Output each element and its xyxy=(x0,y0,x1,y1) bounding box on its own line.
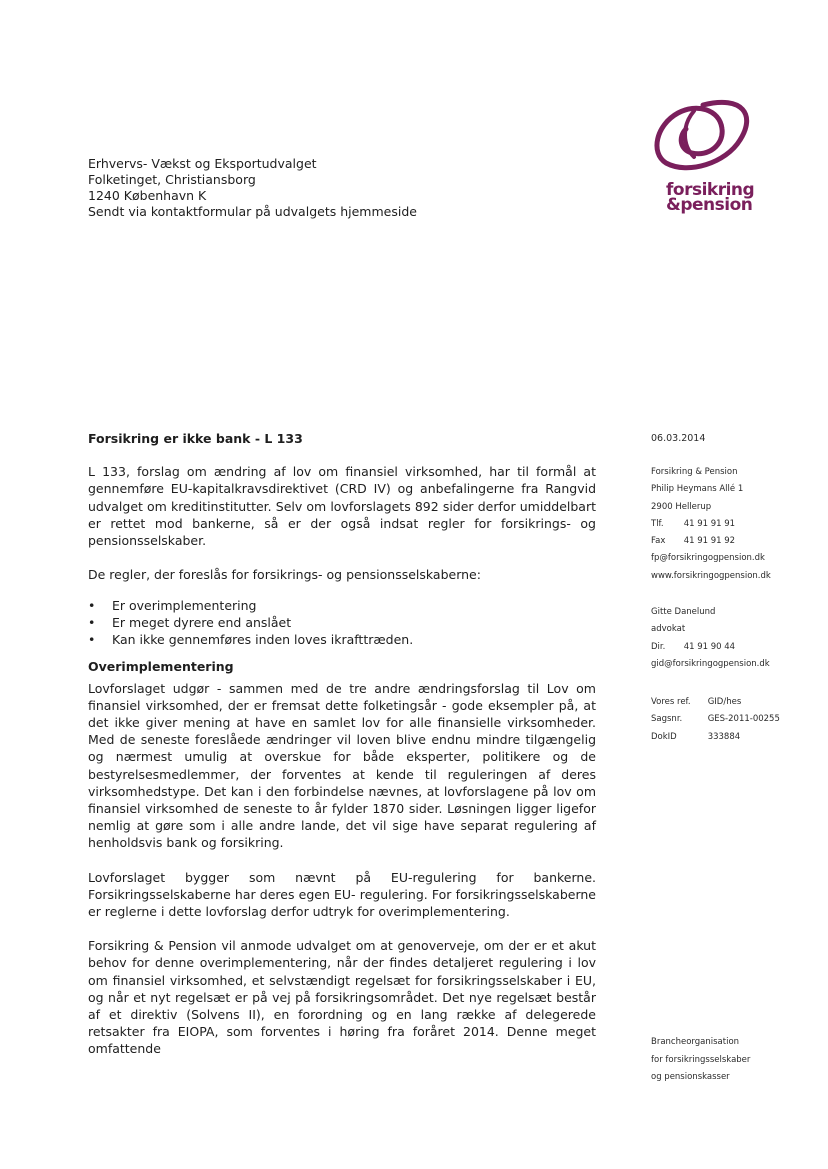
body-paragraph-2: Lovforslaget bygger som nævnt på EU-regulering for bankerne. Forsikringsselskaberne har deres egen EU- regulering. For forsikringsselskaberne er reglerne i dette lovforslag derfor udtryk for overimplementering. xyxy=(88,869,596,920)
contact-name: Gitte Danelund xyxy=(651,607,716,617)
sender-email-link[interactable]: fp@forsikringogpension.dk xyxy=(651,553,765,564)
footer-line: og pensionskasser xyxy=(651,1072,730,1082)
recipient-line: Sendt via kontaktformular på udvalgets hjemmeside xyxy=(88,204,417,219)
bullet-icon: • xyxy=(88,632,96,648)
logo-line-2: &pension xyxy=(666,195,753,215)
sender-info xyxy=(651,464,771,585)
contact-direct-phone: Dir. 41 91 90 44 xyxy=(651,641,736,652)
footer-line: for forsikringsselskaber xyxy=(651,1054,751,1065)
list-item: • Kan ikke gennemføres inden loves ikrafttræden. xyxy=(88,632,414,648)
sender-fax: Fax 41 91 91 92 xyxy=(651,536,736,547)
letter-date: 06.03.2014 xyxy=(651,433,706,444)
body-paragraph-3: Forsikring & Pension vil anmode udvalget om at genoverveje, om der er et akut behov for denne overimplementering, når der findes detaljeret regulering i lov om finansiel virksomhed, et selvstændigt regelsæt for forsikringsselskaber i EU, og når et nyt regelsæt er på vej på forsikringsområdet. Det nye regelsæt består af et direktiv (Solvens II), en forordning og en lang række af delegerede retsakter fra EIOPA, som forventes i høring fra foråret 2014. Denne meget omfattende xyxy=(88,938,596,1057)
recipient-line: Folketinget, Christiansborg xyxy=(88,172,256,187)
organisation-footer xyxy=(651,1034,750,1087)
list-item: • Er overimplementering xyxy=(88,598,257,614)
sender-city: 2900 Hellerup xyxy=(651,501,712,512)
ref-row: DokID 333884 xyxy=(651,731,741,742)
letter-body xyxy=(88,430,596,1075)
intro-paragraph: L 133, forslag om ændring af lov om finansiel virksomhed, har til formål at gennemføre EU-kapitalkravsdirektivet (CRD IV) og anbefalingerne fra Rangvid udvalget om kreditinstitutter. Selv om lovforslagets 892 sider derfor umiddelbart er rettet mod bankerne, så er der også indsat regler for forsikrings- og pensionsselskaber. xyxy=(88,464,596,549)
recipient-address xyxy=(88,156,417,220)
sender-street: Philip Heymans Allé 1 xyxy=(651,484,744,495)
contact-email-link[interactable]: gid@forsikringogpension.dk xyxy=(651,658,770,669)
bullet-icon: • xyxy=(88,598,96,614)
bullet-list xyxy=(88,597,596,648)
footer-line: Brancheorganisation xyxy=(651,1037,740,1047)
body-paragraph-1: Lovforslaget udgør - sammen med de tre andre ændringsforslag til Lov om finansiel virksomhed, der er fremsat dette folketingsår - gode eksempler på, at det ikke giver mening at have en samlet lov for alle finansielle virksomheder. Med de seneste foreslåede ændringer vil loven blive endnu mindre tilgængelig og nærmest umulig at overskue for både eksperter, politikere og de bestyrelsesmedlemmer, der forventes at kende til reguleringen af deres virksomhedstype. Det kan i den forbindelse nævnes, at lovforslagene på lov om finansiel virksomhed de seneste to år fylder 1870 sider. Løsningen ligger ligefor nemlig at gøre som i alle andre lande, det vil sige have separat regulering af henholdsvis bank og forsikring. xyxy=(88,680,596,851)
sender-web-link[interactable]: www.forsikringogpension.dk xyxy=(651,570,771,581)
logo-line-1: forsikring xyxy=(666,180,755,200)
recipient-line: 1240 København K xyxy=(88,188,207,203)
sender-name: Forsikring & Pension xyxy=(651,467,738,477)
list-item: • Er meget dyrere end anslået xyxy=(88,615,292,631)
recipient-line: Erhvervs- Vækst og Eksportudvalget xyxy=(88,156,317,171)
contact-title: advokat xyxy=(651,624,686,635)
ref-row: Vores ref. GID/hes xyxy=(651,697,742,707)
letter-title: Forsikring er ikke bank - L 133 xyxy=(88,431,303,446)
contact-info xyxy=(651,604,770,673)
lead-paragraph: De regler, der foreslås for forsikrings- og pensionsselskaberne: xyxy=(88,567,481,583)
bullet-icon: • xyxy=(88,615,96,631)
sender-phone: Tlf. 41 91 91 91 xyxy=(651,518,736,529)
logo-swirl-icon xyxy=(648,95,758,185)
ref-row: Sagsnr. GES-2011-00255 xyxy=(651,714,780,725)
section-heading: Overimplementering xyxy=(88,659,234,675)
company-logo xyxy=(648,95,758,225)
reference-info xyxy=(651,694,780,746)
